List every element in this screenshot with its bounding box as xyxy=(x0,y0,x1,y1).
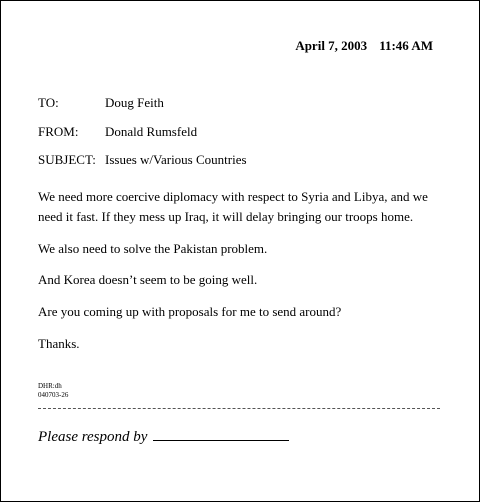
memo-time: 11:46 AM xyxy=(379,38,433,53)
to-label: TO: xyxy=(38,95,59,110)
body-paragraph-2: We also need to solve the Pakistan problem. xyxy=(38,241,268,256)
respond-line xyxy=(38,426,289,446)
subject-value: Issues w/Various Countries xyxy=(105,152,247,167)
memo-reference-number: 040703-26 xyxy=(38,391,69,399)
to-value: Doug Feith xyxy=(105,95,164,110)
respond-date-blank[interactable] xyxy=(153,426,289,441)
to-line xyxy=(38,95,164,111)
respond-label: Please respond by xyxy=(38,429,148,445)
memo-initials: DHR:dh xyxy=(38,382,62,390)
memo-date: April 7, 2003 xyxy=(295,38,368,53)
body-paragraph-4: Are you coming up with proposals for me to send around? xyxy=(38,304,342,319)
from-label: FROM: xyxy=(38,124,79,139)
body-paragraph-5: Thanks. xyxy=(38,336,80,351)
from-value: Donald Rumsfeld xyxy=(105,124,198,139)
body-paragraph-1: We need more coercive diplomacy with respect to Syria and Libya, and we need it fast. If they mess up Iraq, it will delay bringing our troops home. xyxy=(38,189,428,224)
dashed-divider xyxy=(38,408,440,409)
subject-line xyxy=(38,152,247,168)
subject-label: SUBJECT: xyxy=(38,152,96,167)
body-paragraph-3: And Korea doesn’t seem to be going well. xyxy=(38,272,258,287)
memo-datetime xyxy=(295,38,433,54)
from-line xyxy=(38,124,197,140)
